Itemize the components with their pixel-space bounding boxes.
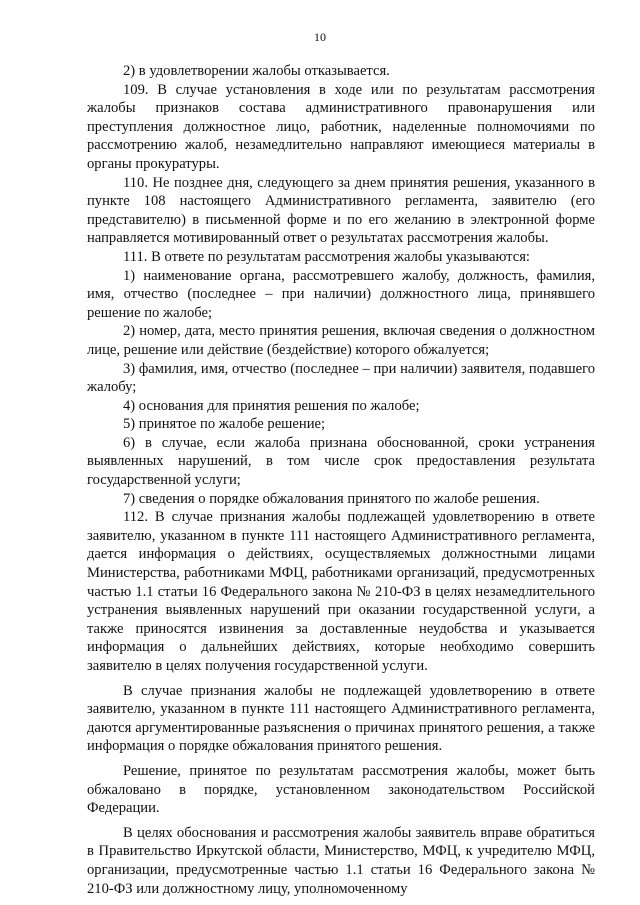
paragraph-111: 111. В ответе по результатам рассмотрения жалобы указываются: bbox=[123, 248, 530, 265]
paragraph-110: 110. Не позднее дня, следующего за днем принятия решения, указанного в пункте 108 настоящего Административного регламента, заявителю (его представителю) в письменной форме и по его желанию в электронной форме направляется мотивированный ответ о результатах рассмотрения жалобы. bbox=[87, 174, 595, 247]
paragraph-109: 109. В случае установления в ходе или по результатам рассмотрения жалобы признаков состава административного правонарушения или преступления должностное лицо, работник, наделенные полномочиями по рассмотрению жалоб, незамедлительно направляют имеющиеся материалы в органы прокуратуры. bbox=[87, 81, 595, 172]
paragraph-112-rejection: В случае признания жалобы не подлежащей удовлетворению в ответе заявителю, указанном в пункте 111 настоящего Административного регламента, даются аргументированные разъяснения о причинах принятого решения, а также информация о порядке обжалования принятого решения. bbox=[87, 682, 595, 755]
list-item-1: 1) наименование органа, рассмотревшего жалобу, должность, фамилия, имя, отчество (последнее – при наличии) должностного лица, принявшего решение по жалобе; bbox=[87, 267, 595, 321]
paragraph-item-2-rejected: 2) в удовлетворении жалобы отказывается. bbox=[123, 63, 390, 79]
list-item-5: 5) принятое по жалобе решение; bbox=[123, 416, 326, 433]
page-number: 10 bbox=[314, 30, 326, 44]
paragraph-appeal: Решение, принятое по результатам рассмотрения жалобы, может быть обжаловано в порядке, установленном законодательством Российской Федерации. bbox=[87, 762, 595, 817]
paragraph-justification: В целях обоснования и рассмотрения жалобы заявитель вправе обратиться в Правительство Иркутской области, Министерство, МФЦ, к учредителю МФЦ, организации, предусмотренные частью 1.1 статьи 16 Федерального закона № 210-ФЗ или должностному лицу, уполномоченному bbox=[87, 824, 595, 897]
list-item-3: 3) фамилия, имя, отчество (последнее – при наличии) заявителя, подавшего жалобу; bbox=[87, 360, 595, 396]
list-item-6: 6) в случае, если жалоба признана обоснованной, сроки устранения выявленных нарушений, в том числе срок предоставления результата государственной услуги; bbox=[87, 434, 595, 489]
list-item-7: 7) сведения о порядке обжалования принятого по жалобе решения. bbox=[123, 490, 540, 507]
paragraph-112: 112. В случае признания жалобы подлежащей удовлетворению в ответе заявителю, указанном в пункте 111 настоящего Административного регламента, дается информация о действиях, осуществляемых должностными лицами Министерства, работниками МФЦ, работниками организаций, предусмотренных частью 1.1 статьи 16 Федерального закона № 210-ФЗ в целях незамедлительного устранения выявленных нарушений при оказании государственной услуги, а также приносятся извинения за доставленные неудобства и указывается информация о дальнейших действиях, которые необходимо совершить заявителю в целях получения государственной услуги. bbox=[87, 509, 595, 674]
document-body bbox=[87, 62, 595, 898]
list-item-2: 2) номер, дата, место принятия решения, включая сведения о должностном лице, решение или действие (бездействие) которого обжалуется; bbox=[87, 323, 595, 358]
list-item-4: 4) основания для принятия решения по жалобе; bbox=[123, 397, 420, 414]
